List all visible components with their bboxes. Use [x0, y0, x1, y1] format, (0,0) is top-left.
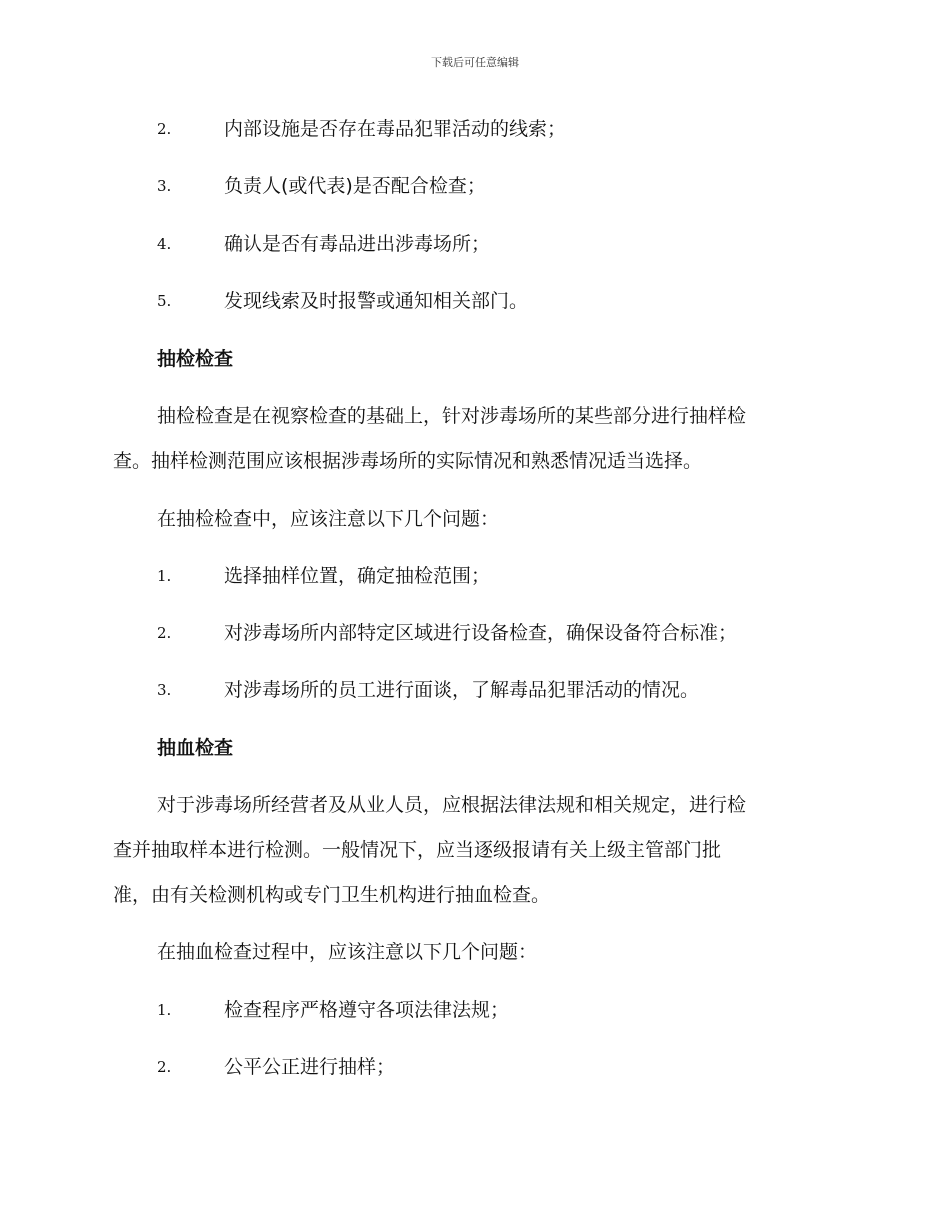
- list-item: [0, 561, 950, 591]
- list-text: 选择抽样位置，确定抽检范围；: [224, 565, 491, 587]
- list-number: 4.: [157, 235, 172, 253]
- paragraph-line: 抽检检查是在视察检查的基础上，针对涉毒场所的某些部分进行抽样检: [157, 405, 747, 427]
- list-text: 发现线索及时报警或通知相关部门。: [224, 290, 529, 312]
- list-item: [0, 171, 950, 201]
- list-text: 内部设施是否存在毒品犯罪活动的线索；: [224, 118, 567, 140]
- paragraph-intro: 在抽血检查过程中，应该注意以下几个问题：: [157, 941, 538, 963]
- list-number: 3.: [157, 681, 172, 699]
- paragraph-line: 对于涉毒场所经营者及从业人员，应根据法律法规和相关规定，进行检: [157, 794, 747, 816]
- paragraph-line: 查并抽取样本进行检测。一般情况下，应当逐级报请有关上级主管部门批: [113, 839, 722, 861]
- list-number: 1.: [157, 567, 172, 585]
- list-number: 2.: [157, 1058, 172, 1076]
- list-number: 5.: [157, 292, 172, 310]
- paragraph-line: 查。抽样检测范围应该根据涉毒场所的实际情况和熟悉情况适当选择。: [113, 450, 703, 472]
- list-item: [0, 286, 950, 316]
- list-number: 2.: [157, 624, 172, 642]
- list-text: 检查程序严格遵守各项法律法规；: [224, 999, 510, 1021]
- paragraph-line: 准，由有关检测机构或专门卫生机构进行抽血检查。: [113, 884, 551, 906]
- paragraph-intro: 在抽检检查中，应该注意以下几个问题：: [157, 508, 500, 530]
- list-text: 公平公正进行抽样；: [224, 1056, 396, 1078]
- list-text: 对涉毒场所内部特定区域进行设备检查，确保设备符合标准；: [224, 622, 738, 644]
- list-item: [0, 618, 950, 648]
- page-header: 下载后可任意编辑: [431, 56, 519, 69]
- list-text: 确认是否有毒品进出涉毒场所；: [224, 233, 491, 255]
- list-item: [0, 675, 950, 705]
- list-number: 2.: [157, 120, 172, 138]
- list-item: [0, 995, 950, 1025]
- list-number: 1.: [157, 1001, 172, 1019]
- list-number: 3.: [157, 177, 172, 195]
- section-heading-spot-check: 抽检检查: [157, 348, 234, 370]
- list-item: [0, 1052, 950, 1082]
- list-text: 负责人(或代表)是否配合检查；: [224, 175, 486, 197]
- list-item: [0, 229, 950, 259]
- list-item: [0, 114, 950, 144]
- list-text: 对涉毒场所的员工进行面谈，了解毒品犯罪活动的情况。: [224, 679, 700, 701]
- section-heading-blood-test: 抽血检查: [157, 737, 234, 759]
